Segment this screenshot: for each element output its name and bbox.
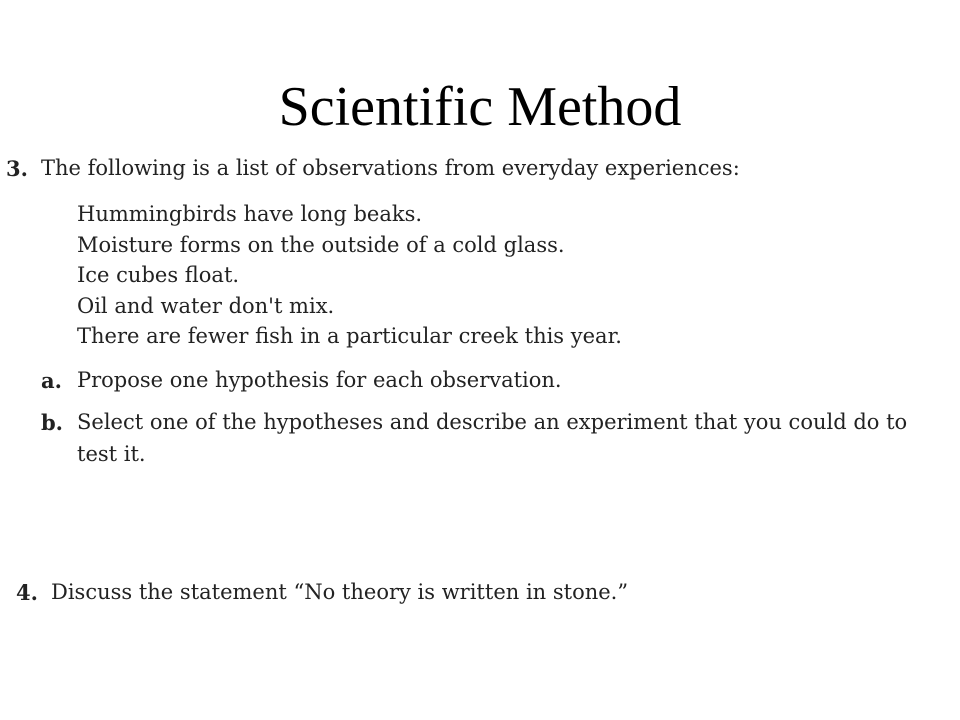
observation-item: Moisture forms on the outside of a cold glass. — [77, 232, 565, 257]
observation-item: Oil and water don't mix. — [77, 293, 335, 318]
question-4-prompt: Discuss the statement “No theory is written in stone.” — [51, 580, 629, 604]
question-3-number: 3. — [6, 156, 28, 181]
question-3-prompt: The following is a list of observations from everyday experiences: — [41, 156, 740, 180]
part-a-text: Propose one hypothesis for each observation. — [77, 368, 562, 392]
observation-item: Hummingbirds have long beaks. — [77, 202, 423, 226]
observation-item: There are fewer fish in a particular creek this year. — [77, 324, 622, 348]
observation-item: Ice cubes float. — [77, 263, 240, 287]
page-title: Scientific Method — [278, 76, 682, 138]
question-4-number: 4. — [16, 580, 38, 605]
part-b-text: Select one of the hypotheses and describe an experiment that you could do to test it. — [77, 410, 908, 466]
observation-list — [77, 199, 622, 352]
part-a-letter: a. — [41, 368, 62, 393]
part-b-letter: b. — [41, 410, 63, 435]
